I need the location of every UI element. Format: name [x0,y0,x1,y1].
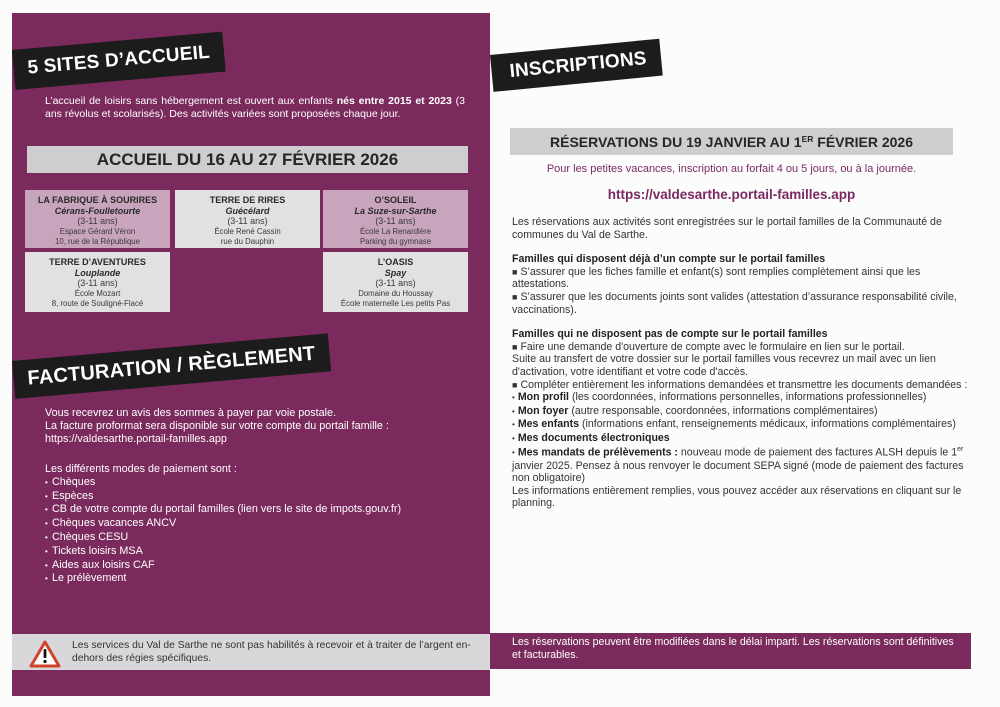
payment-item [45,559,475,573]
intro-text: L’accueil de loisirs sans hébergement est ouvert aux enfants [45,95,337,107]
payment-item [45,531,475,545]
payment-item [45,572,475,586]
site-name: O’SOLEIL [374,195,417,205]
bullet-icon: • [45,477,48,487]
payment-label: Chèques CESU [52,530,129,543]
bullet-icon: • [45,560,48,570]
site-card [25,190,170,248]
dot-bullet-icon: • [512,448,515,458]
intro-text-end: (3 ans révolus et scolarisés). Des activités variées sont proposées chaque jour. [45,95,465,120]
portal-section-item [512,446,974,485]
reservation-dates-start: RÉSERVATIONS DU 19 JANVIER AU 1 [550,133,802,150]
bullet-icon: • [45,519,48,529]
square-bullet-icon: ■ [512,266,518,277]
section-name: Mes enfants [517,418,580,431]
site-age: (3-11 ans) [375,278,416,288]
inscriptions-banner [490,39,662,92]
portal-section-item [512,432,974,446]
sites-intro [45,95,465,121]
bullet-icon: • [45,574,48,584]
site-age: (3-11 ans) [77,216,118,226]
site-address: 10, rue de la République [55,236,140,246]
site-place: École René Cassin [214,226,281,236]
payment-item [45,476,475,490]
reservation-dates-end: FÉVRIER 2026 [813,133,913,150]
square-bullet-icon: ■ [512,379,518,390]
site-address: rue du Dauphin [220,236,275,246]
reservation-dates-sup: ER [801,133,814,144]
site-address: 8, route de Souligné-Flacé [51,298,144,308]
transfer-text: Suite au transfert de votre dossier sur le portail familles vous recevrez un mail avec un lien d'activation, votre identifiant et votre code d'accès. [512,353,936,378]
payment-item [45,517,475,531]
site-name: TERRE DE RIRES [209,195,286,205]
portal-section-item [512,405,974,419]
payment-item [45,545,475,559]
intro-birth-years: nés entre 2015 et 2023 [336,95,452,107]
holiday-subtitle: Pour les petites vacances, inscription au forfait 4 ou 5 jours, ou à la journée. [546,163,917,175]
facturation-title: FACTURATION / RÈGLEMENT [26,342,317,390]
dot-bullet-icon: • [512,433,515,443]
payment-label: Chèques vacances ANCV [52,517,177,530]
bullet-icon: • [45,491,48,501]
item-text: Faire une demande d'ouverture de compte avec le formulaire en lien sur le portail. [520,340,905,353]
site-card [25,252,170,312]
payment-item [45,490,475,504]
payment-label: Tickets loisirs MSA [52,544,143,557]
site-age: (3-11 ans) [227,216,268,226]
site-town: La Suze-sur-Sarthe [354,205,437,216]
site-name: TERRE D’AVENTURES [49,257,146,267]
ordinal-sup: er [957,445,964,453]
sites-title: 5 SITES D’ACCUEIL [26,41,211,79]
payment-label: Le prélèvement [52,572,127,585]
section-name: Mes mandats de prélèvements : [517,446,678,459]
square-bullet-icon: ■ [512,341,518,352]
facturation-text [45,407,475,446]
without-account-heading: Familles qui ne disposent pas de compte sur le portail familles [512,328,828,341]
site-town: Cérans-Foulletourte [54,205,141,216]
with-account-item [512,266,974,291]
without-account-item [512,379,974,392]
facturation-line: La facture proformat sera disponible sur votre compte du portail famille : [45,420,389,432]
site-name: LA FABRIQUE À SOURIRES [37,195,158,205]
square-bullet-icon: ■ [512,291,518,302]
section-details: nouveau mode de paiement des factures ALSH depuis le 1 [677,446,958,459]
payment-heading: Les différents modes de paiement sont : [45,463,237,475]
inscriptions-intro: Les réservations aux activités sont enregistrées sur le portail familles de la Communauté de communes du Val de Sarthe. [512,216,942,241]
closing-text: Les informations entièrement remplies, vous pouvez accéder aux réservations en cliquant sur le planning. [512,484,962,510]
facturation-line: Vous recevrez un avis des sommes à payer par voie postale. [45,407,337,419]
site-card [175,190,320,248]
bullet-icon: • [45,546,48,556]
accueil-dates-bar [27,146,468,173]
site-address: École maternelle Les petits Pas [340,298,451,308]
site-place: École La Renardière [359,226,432,236]
site-card [323,252,468,312]
payment-label: Espèces [52,489,94,502]
section-details: (les coordonnées, informations personnelles, informations professionnelles) [569,391,927,404]
portal-section-item [512,418,974,432]
with-account-heading: Familles qui disposent déjà d’un compte sur le portail familles [512,253,826,266]
warning-text: Les services du Val de Sarthe ne sont pas habilités à recevoir et à traiter de l’argent en-dehors des régies spécifiques. [72,640,471,664]
section-name: Mes documents électroniques [517,431,670,444]
site-town: Spay [384,267,407,278]
portal-section-item [512,391,974,405]
payment-methods [45,463,475,586]
portal-link[interactable]: https://valdesarthe.portail-familles.app [607,187,856,202]
section-details-end: janvier 2025. Pensez à nous renvoyer le document SEPA signé (mode de paiement des factures non obligatoire) [512,459,964,485]
dot-bullet-icon: • [512,406,515,416]
site-name: L’OASIS [377,257,414,267]
reservation-dates-title [550,134,913,150]
accueil-dates-title: ACCUEIL DU 16 AU 27 FÉVRIER 2026 [96,149,399,169]
payment-item [45,503,475,517]
section-details: (informations enfant, renseignements médicaux, informations complémentaires) [579,418,956,431]
reservation-dates-bar [510,128,953,155]
bullet-icon: • [45,505,48,515]
site-place: École Mozart [74,288,121,298]
dot-bullet-icon: • [512,420,515,430]
facturation-portal-link[interactable]: https://valdesarthe.portail-familles.app [45,433,227,445]
with-account-item [512,291,974,316]
site-age: (3-11 ans) [375,216,416,226]
item-text: S’assurer que les documents joints sont valides (attestation d’assurance responsabilité civile, vaccinations). [512,290,957,316]
item-text: Compléter entièrement les informations demandées et transmettre les documents demandées : [520,378,968,391]
section-details: (autre responsable, coordonnées, informations complémentaires) [568,404,878,417]
inscriptions-body [512,216,974,510]
without-account-item [512,341,974,354]
reservation-footer-text: Les réservations peuvent être modifiées dans le délai imparti. Les réservations sont définitives et facturables. [512,636,954,661]
site-place: Domaine du Houssay [358,288,433,298]
site-place: Espace Gérard Véron [59,226,136,236]
site-card [323,190,468,248]
bullet-icon: • [45,532,48,542]
payment-label: Aides aux loisirs CAF [52,558,155,571]
inscriptions-title: INSCRIPTIONS [508,47,648,82]
site-age: (3-11 ans) [77,278,118,288]
section-name: Mon profil [517,391,570,404]
dot-bullet-icon: • [512,393,515,403]
payment-label: CB de votre compte du portail familles (lien vers le site de impots.gouv.fr) [52,503,402,516]
site-address: Parking du gymnase [359,236,432,246]
site-town: Louplande [74,267,121,278]
site-town: Guécélard [225,205,270,216]
warning-triangle-icon [29,640,61,668]
section-name: Mon foyer [517,404,569,417]
item-text: S’assurer que les fiches famille et enfant(s) sont remplies complètement ainsi que les attestations. [512,265,921,291]
payment-label: Chèques [52,475,96,488]
